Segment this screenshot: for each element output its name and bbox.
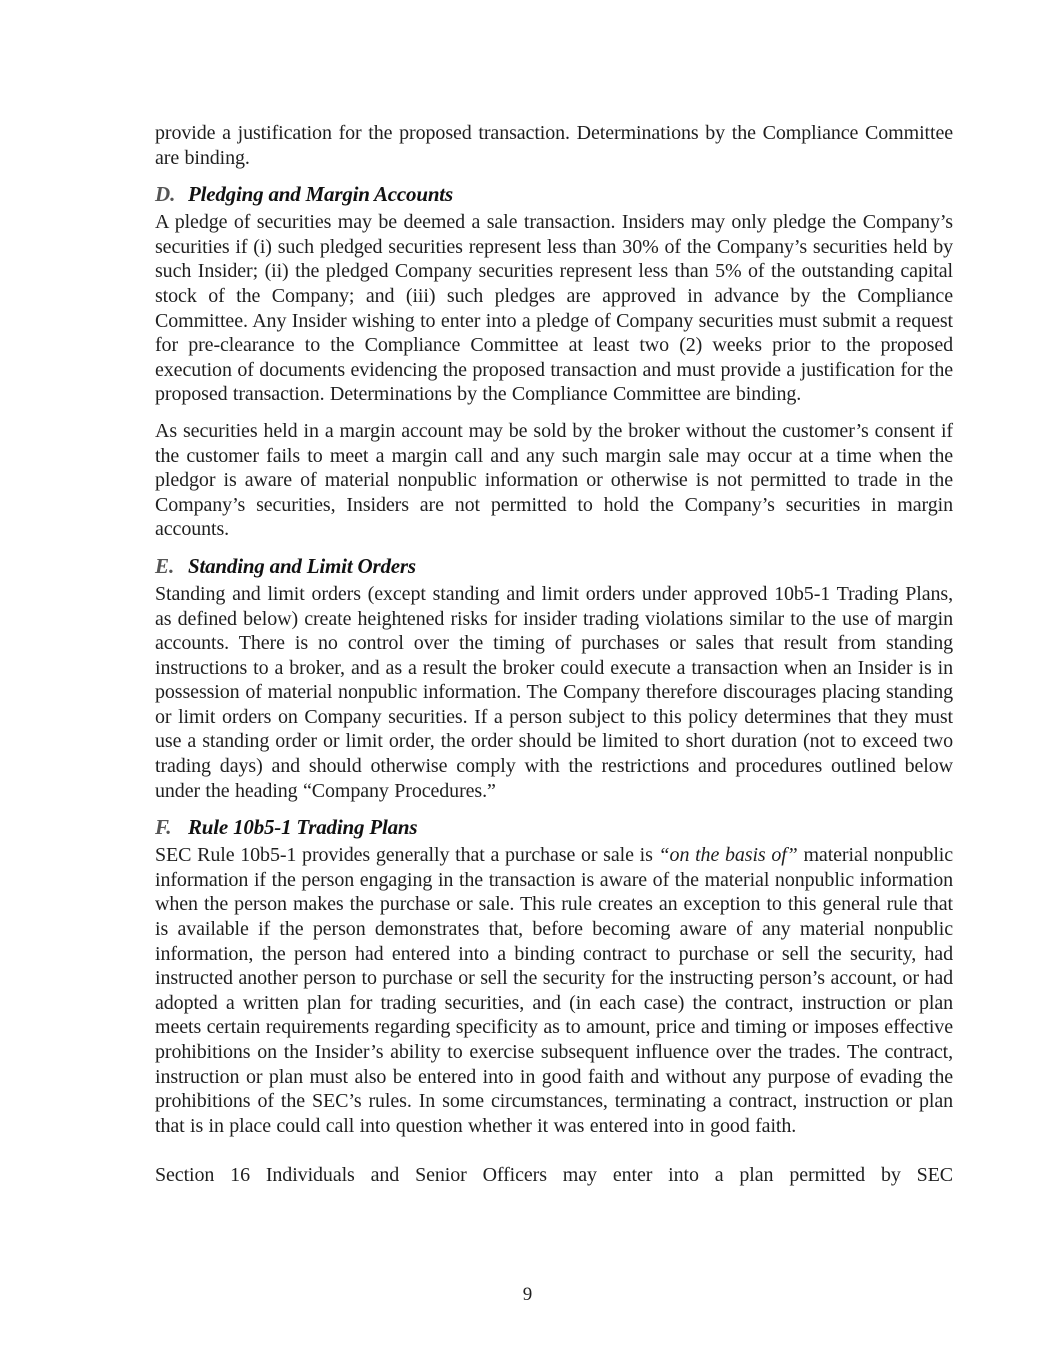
section-title: Rule 10b5-1 Trading Plans [188,815,418,840]
section-heading-pledging-and-margin-accounts [155,182,953,207]
section-heading-rule-10b5-1-trading-plans [155,815,953,840]
text-block [155,121,953,1200]
section-letter: F. [155,815,172,840]
paragraph-pledging-1: A pledge of securities may be deemed a sale transaction. Insiders may only pledge the Company’s securities if (i) such pledged securities represent less than 30% of the Company’s securities held by such Insider; (ii) the pledged Company securities represent less than 5% of the outstanding capital stock of the Company; and (iii) such pledges are approved in advance by the Compliance Committee. Any Insider wishing to enter into a pledge of Company securities must submit a request for pre-clearance to the Compliance Committee at least two (2) weeks prior to the proposed execution of documents evidencing the proposed transaction and must provide a justification for the proposed transaction. Determinations by the Compliance Committee are binding. [155,211,953,406]
text-run: SEC Rule 10b5-1 provides generally that a purchase or sale is [155,844,659,867]
italic-text-run: “on the basis of” [658,844,798,867]
paragraph-pledging-2: As securities held in a margin account may be sold by the broker without the customer’s consent if the customer fails to meet a margin call and any such margin sale may occur at a time when the pledgor is aware of material nonpublic information or otherwise is not permitted to trade in the Company’s securities, Insiders are not permitted to hold the Company’s securities in margin accounts. [155,419,953,541]
paragraph-rule-10b5-1 [155,843,953,1138]
paragraph-standing-orders: Standing and limit orders (except standing and limit orders under approved 10b5-1 Trading Plans, as defined below) create heightened risks for insider trading violations similar to the use of margin accounts. There is no control over the timing of purchases or sales that result from standing instructions to a broker, and as a result the broker could execute a transaction when an Insider is in possession of material nonpublic information. The Company therefore discourages placing standing or limit orders on Company securities. If a person subject to this policy determines that they must use a standing order or limit order, the order should be limited to short duration (not to exceed two trading days) and should otherwise comply with the restrictions and procedures outlined below under the heading “Company Procedures.” [155,582,953,802]
section-heading-standing-and-limit-orders [155,554,953,579]
paragraph-intro-continuation: provide a justification for the proposed transaction. Determinations by the Compliance Committee are binding. [155,122,953,169]
section-letter: D. [155,182,176,207]
section-letter: E. [155,553,175,578]
text-run: material nonpublic information if the person engaging in the transaction is aware of the material nonpublic information when the person makes the purchase or sale. This rule creates an exception to this general rule that is available if the person demonstrates that, before becoming aware of any material nonpublic information, the person had entered into a binding contract to purchase or sell the security, had instructed another person to purchase or sell the security for the instructing person’s account, or had adopted a written plan for trading securities, and (in each case) the contract, instruction or plan meets certain requirements regarding specificity as to amount, price and timing or imposes effective prohibitions on the Insider’s ability to exercise subsequent influence over the trades. The contract, instruction or plan must also be entered into in good faith and without any purpose of evading the prohibitions of the SEC’s rules. In some circumstances, terminating a contract, instruction or plan that is in place could call into question whether it was entered into in good faith. [155,844,954,1137]
paragraph-section-16-continuation: Section 16 Individuals and Senior Officers may enter into a plan permitted by SEC [155,1164,953,1187]
page-number: 9 [522,1284,533,1305]
section-title: Pledging and Margin Accounts [188,182,453,207]
section-title: Standing and Limit Orders [188,553,416,578]
